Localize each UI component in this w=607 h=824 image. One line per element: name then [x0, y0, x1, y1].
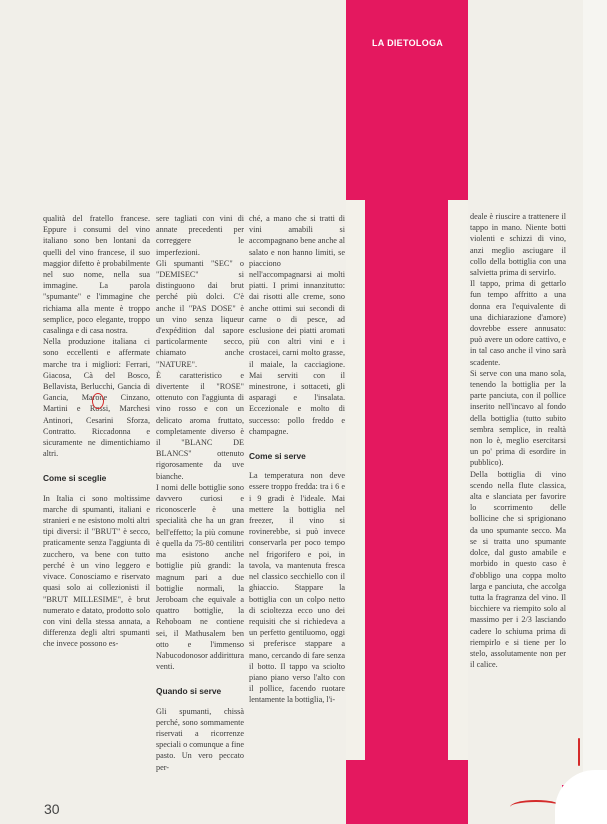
- paragraph: Gli spumanti, chissà perché, sono sommamente riservati a ricorrenze speciali o comunque a fine pasto. Un vero peccato per-: [156, 706, 244, 772]
- subheading-come-si-sceglie: Come si sceglie: [43, 473, 107, 484]
- section-header: LA DIETOLOGA: [372, 38, 444, 48]
- text-column-3: [249, 213, 345, 706]
- band-gutter-right: [448, 200, 468, 760]
- subheading-come-si-serve: Come si serve: [249, 451, 306, 462]
- paragraph: deale è riuscire a trattenere il tappo in mano. Niente botti violenti e schizzi di vino, anzi meglio asciugare il collo della bottiglia con una salvietta prima di servirlo.: [470, 212, 566, 278]
- red-pen-mark: [92, 393, 104, 409]
- torn-corner: [555, 770, 607, 824]
- paragraph: La temperatura non deve essere troppo fredda: tra i 6 e i 9 gradi è l'ideale. Mai mettere la bottiglia nel freezer, il vino si rovinerebbe, si può invece conservarla per poco tempo nel frigorifero e poi, in tavola, va mantenuta fresca nel classico secchiello con il ghiaccio. Stappare la bottiglia con un colpo netto di scioltezza ecco uno dei requisiti che si richiedeva a un perfetto gentiluomo, oggi si preferisce stappare a mano, cercando di fare senza il botto. Il tappo va sciolto piano piano verso l'alto con il pollice, facendo ruotare lentamente la bottiglia, l'i-: [249, 471, 345, 705]
- subheading-quando-si-serve: Quando si serve: [156, 686, 222, 697]
- paragraph: qualità del fratello francese. Eppure i consumi del vino italiano sono ben lontani da quelli del vino francese, il suo maggior difetto è probabilmente nel suo nome, nella sua immagine. La parola "spumante" e l'immagine che richiama alla mente è troppo semplice, poco elegante, troppo casalinga e di casa nostra.: [43, 214, 150, 336]
- paragraph: In Italia ci sono moltissime marche di spumanti, italiani e stranieri e ne esistono molti altri tipi diversi: il "BRUT" è secco, praticamente senza l'aggiunta di zucchero, va bene con tutto perché è un vino leggero e vivace. Conosciamo e riservato quasi solo ai collezionisti il "BRUT MILLESIME", è brut numerato e datato, prodotto solo con vini della stessa annata, a differenza degli altri spumanti che invece possono es-: [43, 493, 150, 649]
- paragraph: I nomi delle bottiglie sono davvero curiosi e riconoscerle è una specialità che ha un gran bell'effetto; la più comune è quella da 75-80 centilitri ma esistono anche bottiglie più grandi: la magnum pari a due bottiglie normali, la Jeroboam che equivale a quattro bottiglie, la Rehoboam ne contiene sei, il Mathusalem ben otto e l'immenso Nabucodonosor addirittura venti.: [156, 482, 244, 672]
- paragraph: Della bottiglia di vino scendo nella flute classica, alta e slanciata per favorire lo scorrimento delle bollicine che si sprigionano da uno spumante secco. Ma se si tratta uno spumante dolce, dal gusto amabile e morbido in questo caso è d'obbligo una coppa molto larga e panciuta, che accolga tutta la fragranza del vino. Il bicchiere va riempito solo al massimo per i 2/3 lasciando cadere lo schiuma prima di riempirlo e si tiene per lo stelo, assolutamente non per il calice.: [470, 469, 566, 670]
- band-gutter-left: [346, 200, 365, 760]
- page-edge: [583, 0, 607, 824]
- paragraph: ché, a mano che si tratti di vini amabili si accompagnano bene anche al salato e non hanno limiti, se piacciono nell'accompagnarsi ai molti piatti. I primi innanzitutto: dai risotti alle creme, sono anche ottimi sui secondi di carne o di pesce, ad esclusione dei piatti aromati più con altri vini e i crostacei, carni molto grasse, il maiale, la cacciagione. Mai serviti con il minestrone, i sottaceti, gli asparagi e l'insalata. Eccezionale e molto di successo: pollo freddo e champagne.: [249, 214, 345, 436]
- text-column-2: [156, 213, 244, 773]
- paragraph: Nella produzione italiana ci sono eccellenti e affermate marche tra i migliori: Ferrari, Giacosa, Cà del Bosco, Bellavista, Berlucchi, Gancia di Gancia, Marone Cinzano, Martini e Rossi, Marchesi Antinori, Cesarini Sforza, Contratto. Riccadonna e sicuramente ne dimentichiamo altri.: [43, 337, 150, 459]
- paragraph: Il tappo, prima di gettarlo fun tempo affritto a una donna era l'equivalente di una dichiarazione d'amore) dovrebbe essere annusato: può avere un odore cattivo, e in tal caso anche il vino sarà scadente.: [470, 279, 566, 367]
- red-pen-stroke: [578, 738, 580, 766]
- paragraph: Si serve con una mano sola, tenendo la bottiglia per la parte panciuta, con il pollice inserito nell'incavo al fondo della bottiglia (tutto subito sembra semplice, in realtà non lo è, meglio esercitarsi un po' prima di esordire in pubblico).: [470, 368, 566, 468]
- text-column-4: [470, 211, 566, 670]
- paragraph: È caratteristico e divertente il "ROSE" ottenuto con l'aggiunta di vino rosso e con un delicato aroma fruttato, completamente diverso è il "BLANC DE BLANCS" ottenuto rigorosamente da uve bianche.: [156, 370, 244, 481]
- paragraph: sere tagliati con vini di annate precedenti per correggere le imperfezioni.: [156, 214, 244, 257]
- paragraph: Gli spumanti "SEC" o "DEMISEC" si distinguono dai brut perché più dolci. C'è anche il "PAS DOSE" è un vino senza liqueur d'expédition dal sapore particolarmente secco, chiamato anche "NATURE".: [156, 258, 244, 369]
- text-column-1: [43, 213, 150, 650]
- page-number: 30: [44, 801, 60, 817]
